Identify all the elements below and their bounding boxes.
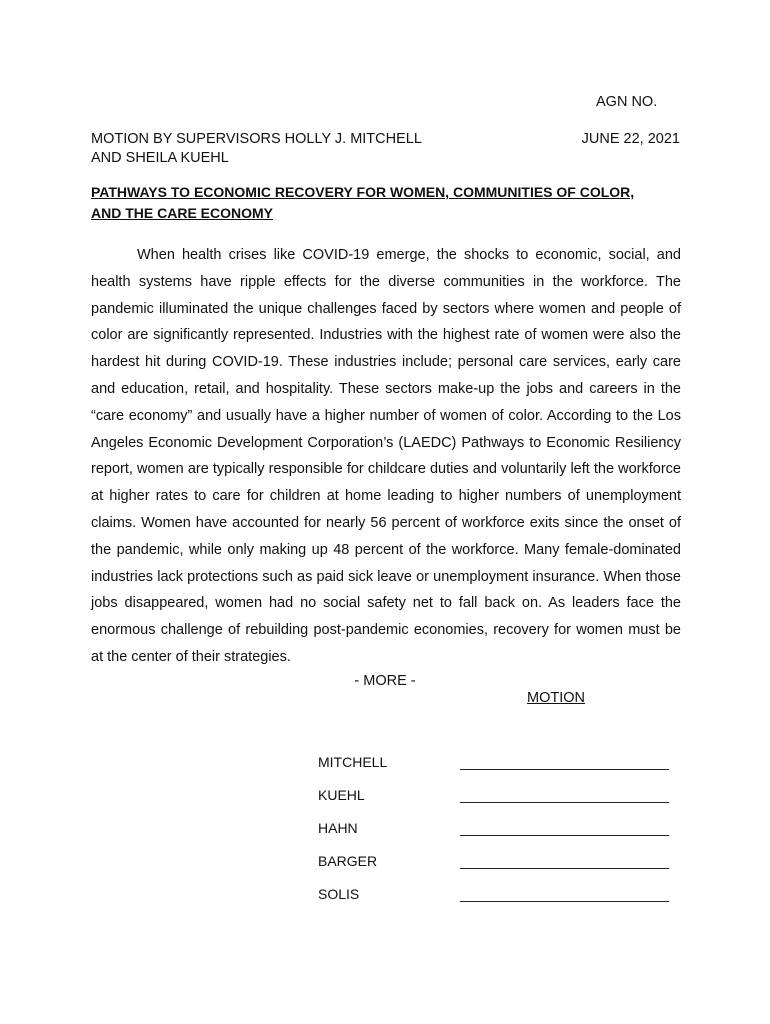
vote-signature-line: [460, 868, 669, 869]
motion-title: [91, 182, 691, 224]
motion-sponsors-line-1: MOTION BY SUPERVISORS HOLLY J. MITCHELL: [91, 131, 422, 147]
agenda-number-label: AGN NO.: [596, 94, 658, 110]
vote-signature-line: [460, 901, 669, 902]
motion-sponsors: [91, 130, 491, 168]
motion-sponsors-line-2: AND SHEILA KUEHL: [91, 150, 229, 166]
vote-table: [318, 754, 678, 919]
vote-row: [318, 754, 678, 787]
body-paragraph: When health crises like COVID-19 emerge, the shocks to economic, social, and health systems have ripple effects for the diverse communities in the workforce. The pandemic illuminated the unique challenges faced by sectors where women and people of color are significantly represented. Industries with the highest rate of women were also the hardest hit during COVID-19. These industries include; personal care services, early care and education, retail, and hospitality. These sectors make-up the jobs and careers in the “care economy” and usually have a higher number of women of color. According to the Los Angeles Economic Development Corporation’s (LAEDC) Pathways to Economic Resiliency report, women are typically responsible for childcare duties and voluntarily left the workforce at higher rates to care for children at home leading to higher numbers of unemployment claims. Women have accounted for nearly 56 percent of workforce exits since the onset of the pandemic, while only making up 48 percent of the workforce. Many female-dominated industries lack protections such as paid sick leave or unemployment insurance. When those jobs disappeared, women had no social safety net to fall back on. As leaders face the enormous challenge of rebuilding post-pandemic economies, recovery for women must be at the center of their strategies.: [91, 247, 681, 665]
vote-signature-line: [460, 769, 669, 770]
supervisor-name: SOLIS: [318, 886, 360, 902]
more-indicator: - MORE -: [354, 673, 416, 689]
supervisor-name: HAHN: [318, 820, 358, 836]
motion-title-line-1: PATHWAYS TO ECONOMIC RECOVERY FOR WOMEN, COMMUNITIES OF COLOR,: [91, 184, 635, 200]
vote-row: [318, 787, 678, 820]
supervisor-name: KUEHL: [318, 787, 365, 803]
vote-row: [318, 853, 678, 886]
vote-signature-line: [460, 802, 669, 803]
vote-row: [318, 886, 678, 919]
motion-title-line-2: AND THE CARE ECONOMY: [91, 205, 274, 221]
supervisor-name: MITCHELL: [318, 754, 388, 770]
vote-row: [318, 820, 678, 853]
supervisor-name: BARGER: [318, 853, 378, 869]
vote-signature-line: [460, 835, 669, 836]
motion-date: JUNE 22, 2021: [581, 131, 680, 147]
motion-label: MOTION: [527, 690, 585, 706]
